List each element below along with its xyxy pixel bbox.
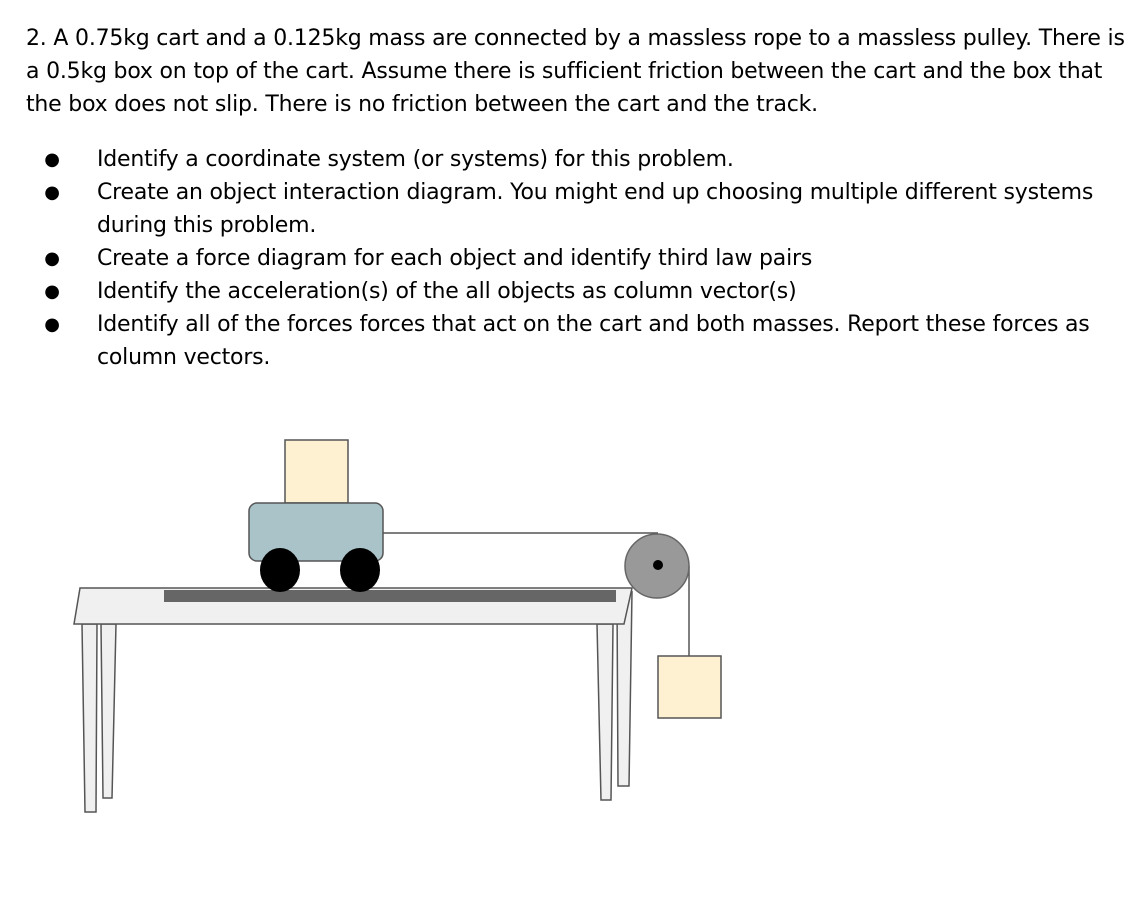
cart-pulley-diagram (0, 400, 800, 840)
list-item (40, 242, 1130, 275)
list-item (40, 275, 1130, 308)
table-leg-left-back (101, 624, 116, 798)
task-text: Identify a coordinate system (or systems) for this problem. (97, 147, 734, 172)
cart-wheel-left (260, 548, 300, 592)
task-text: Create an object interaction diagram. You might end up choosing multiple different systems during this problem. (97, 180, 1094, 238)
list-item (40, 176, 1130, 242)
task-text: Create a force diagram for each object and identify third law pairs (97, 246, 813, 271)
task-text: Identify all of the forces forces that act on the cart and both masses. Report these forces as column vectors. (97, 312, 1090, 370)
cart-wheel-right (340, 548, 380, 592)
box-on-cart (285, 440, 348, 503)
list-item (40, 308, 1130, 374)
bullet-icon: ● (44, 182, 60, 203)
track (164, 590, 616, 602)
task-text: Identify the acceleration(s) of the all objects as column vector(s) (97, 279, 797, 304)
table-leg-right-front (597, 624, 613, 800)
table-leg-left-front (82, 624, 97, 812)
problem-statement: 2. A 0.75kg cart and a 0.125kg mass are connected by a massless rope to a massless pulley. There is a 0.5kg box on top of the cart. Assume there is sufficient friction between the cart and the box that the box does not slip. There is no friction between the cart and the track. (26, 26, 1125, 117)
bullet-icon: ● (44, 314, 60, 335)
task-list (40, 143, 1130, 374)
bullet-icon: ● (44, 248, 60, 269)
pulley-axle (653, 560, 663, 570)
list-item (40, 143, 1130, 176)
hanging-mass (658, 656, 721, 718)
bullet-icon: ● (44, 281, 60, 302)
bullet-icon: ● (44, 149, 60, 170)
